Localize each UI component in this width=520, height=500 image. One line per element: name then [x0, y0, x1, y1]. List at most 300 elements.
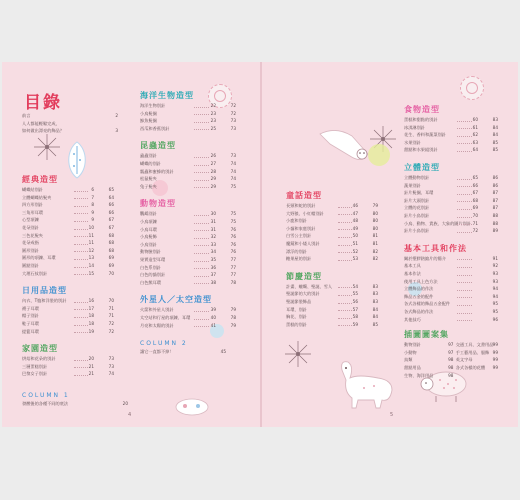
toc-row-label: 針片小鳥別針: [404, 228, 430, 234]
toc-page-number: 49: [352, 225, 358, 231]
toc-page-number: 56: [352, 299, 358, 304]
toc-row-label: 小鳥髮圈: [140, 110, 157, 116]
toc-row-label: 花生、香料和蔬菜別針: [404, 132, 446, 138]
toc-row-label: 白色的貓別針: [140, 272, 166, 278]
toc-row[interactable]: [404, 220, 498, 228]
toc-row[interactable]: [404, 341, 498, 349]
toc-row-label: 火箭和外星人別針: [140, 307, 174, 313]
toc-page-number: 75: [230, 183, 236, 189]
toc-page-number: 68: [108, 247, 114, 253]
toc-row[interactable]: [404, 316, 498, 324]
toc-row-label: 鯨魚髮圈: [140, 118, 157, 124]
toc-row[interactable]: [140, 241, 236, 249]
toc-row-label: 漂浮的別針: [286, 248, 307, 254]
toc-page-number: 21: [88, 363, 94, 369]
toc-row[interactable]: [404, 278, 498, 286]
toc-row[interactable]: [22, 201, 114, 209]
dot-decoration: [368, 144, 390, 166]
section-heading: 海洋生物造型: [140, 91, 194, 100]
toc-row[interactable]: [286, 217, 378, 225]
toc-row[interactable]: [404, 189, 498, 197]
toc-row[interactable]: [140, 256, 236, 264]
toc-row-label: 聖誕節裝飾品: [286, 299, 312, 304]
toc-row[interactable]: [22, 328, 114, 336]
toc-page-number: 27: [210, 161, 216, 166]
toc-row[interactable]: [140, 210, 236, 218]
toc-page-number: 66: [472, 182, 478, 188]
toc-row-label: 動物別針: [404, 342, 421, 348]
intro-list: [22, 112, 122, 135]
toc-row-label: 鞋子耳環: [22, 321, 39, 326]
toc-page-number: 84: [372, 314, 378, 320]
toc-row-label: 白雪公主別針: [286, 233, 312, 239]
toc-row-label: 飾品五金的配件: [404, 293, 434, 299]
toc-page-number: 98: [448, 357, 454, 363]
right-page: [262, 62, 518, 427]
toc-page-number: 93: [492, 278, 498, 284]
toc-row-label: 帽子別針: [22, 313, 39, 319]
section-heading: 食物造型: [404, 105, 440, 114]
section-heading: 基本工具和作法: [404, 243, 467, 253]
toc-page-number: 51: [352, 241, 358, 246]
toc-row-label: 甜點和水果組別針: [404, 147, 438, 153]
toc-page-number: 70: [108, 298, 114, 304]
toc-row[interactable]: [286, 240, 378, 248]
toc-row-label: 針片小鳥別針: [404, 213, 430, 218]
toc-row-label: 針片髮圈、耳環: [404, 190, 434, 196]
toc-row[interactable]: [404, 308, 498, 316]
toc-row[interactable]: [404, 197, 498, 205]
toc-page-number: 97: [448, 342, 454, 348]
toc-page-number: 17: [88, 305, 94, 311]
toc-row[interactable]: [404, 146, 498, 154]
toc-row-label: 魔鏡和小矮人別針: [286, 241, 320, 246]
toc-row[interactable]: [22, 239, 114, 247]
toc-row-label: 冰淇淋別針: [404, 124, 425, 130]
toc-row-label: 瓢蟲和蜜蜂的別針: [140, 168, 174, 174]
toc-row[interactable]: [286, 232, 378, 240]
toc-row-label: 交通工具、文書用品: [455, 342, 494, 348]
toc-row-label: 圓形別針: [22, 247, 39, 253]
toc-row[interactable]: [140, 264, 236, 272]
open-book-spread: [2, 62, 518, 427]
toc-row[interactable]: [286, 321, 378, 329]
toc-row[interactable]: [286, 255, 378, 263]
toc-page-number: 89: [492, 228, 498, 234]
toc-page-number: 58: [352, 314, 358, 320]
toc-page-number: 79: [230, 307, 236, 313]
toc-row[interactable]: [140, 226, 236, 234]
toc-page-number: 41: [210, 322, 216, 328]
toc-row[interactable]: [140, 183, 236, 191]
toc-row[interactable]: [404, 364, 498, 372]
toc-row-label: 小鳥髮飾: [140, 234, 157, 240]
toc-row[interactable]: [140, 125, 236, 133]
toc-row[interactable]: [22, 262, 114, 270]
toc-page-number: 75: [230, 211, 236, 217]
toc-row[interactable]: [140, 233, 236, 241]
leader-dots: [457, 267, 472, 268]
toc-page-number: 74: [108, 371, 114, 377]
toc-page-number: 76: [230, 249, 236, 255]
toc-row-label: 耳環、別針: [286, 306, 307, 312]
toc-row[interactable]: [140, 306, 236, 314]
toc-page-number: 95: [492, 301, 498, 307]
toc-row-label: 立體動物別針: [404, 175, 430, 180]
toc-row[interactable]: [404, 372, 498, 380]
toc-row[interactable]: [404, 300, 498, 308]
toc-page-number: 21: [88, 371, 94, 377]
column-row[interactable]: 發酸後的各種不同的底法 20: [22, 401, 128, 406]
toc-page-number: 48: [352, 218, 358, 224]
section-heading: 節慶造型: [286, 271, 322, 281]
toc-row-label: 內衣、T恤和洋裝的別針: [22, 298, 67, 304]
toc-row-label: 松鼠髮夾: [140, 176, 157, 182]
toc-row[interactable]: 人人都能輕鬆完成，: [22, 120, 60, 126]
toc-row[interactable]: [404, 285, 498, 293]
toc-row[interactable]: [404, 131, 498, 139]
toc-page-number: 6: [91, 187, 94, 192]
toc-row[interactable]: [286, 283, 378, 291]
page-title: 目錄: [24, 93, 62, 113]
toc-page-number: 78: [230, 315, 236, 320]
toc-page-number: 79: [230, 322, 236, 328]
toc-row[interactable]: [286, 313, 378, 321]
toc-page-number: 22: [210, 103, 216, 108]
toc-page-number: 64: [108, 194, 114, 200]
toc-row[interactable]: [22, 194, 114, 202]
toc-row[interactable]: [404, 349, 498, 357]
toc-row-label: 蛋糕的別針: [286, 321, 307, 327]
toc-page-number: 26: [210, 153, 216, 159]
toc-row[interactable]: [140, 102, 236, 110]
toc-row-label: 三色花髮夾: [22, 232, 43, 238]
toc-page-number: 33: [210, 241, 216, 247]
toc-page-number: 18: [88, 321, 94, 326]
toc-row[interactable]: [22, 320, 114, 328]
toc-row[interactable]: [22, 297, 114, 305]
toc-row[interactable]: [404, 124, 498, 132]
section-heading: 插圖圖案集: [404, 330, 449, 340]
toc-row-label: 小鹿和別針: [286, 218, 307, 224]
toc-page-number: 87: [492, 190, 498, 196]
toc-page-number: 61: [472, 124, 478, 130]
toc-page-number: 31: [210, 226, 216, 232]
toc-page-number: 37: [210, 272, 216, 278]
leader-dots: [457, 297, 472, 298]
toc-page-number: 31: [210, 219, 216, 224]
toc-row[interactable]: [404, 255, 498, 263]
toc-page-number: 81: [372, 241, 378, 246]
toc-row[interactable]: 前言 2: [22, 113, 118, 118]
toc-row[interactable]: [286, 306, 378, 314]
toc-row-label: 花朵別針: [22, 225, 39, 230]
toc-page-number: 9: [91, 209, 94, 215]
toc-row-label: 關於塑膠熱縮片的簡介: [404, 255, 446, 261]
toc-row-label: 圓形的項鍊、耳環: [22, 255, 56, 261]
section-heading: 日用品造型: [22, 286, 67, 296]
toc-page-number: 10: [88, 225, 94, 230]
section-heading: 家園造型: [22, 344, 58, 354]
toc-page-number: 71: [108, 305, 114, 311]
toc-page-number: 74: [230, 161, 236, 166]
toc-row-label: 生物、海洋用品: [404, 372, 434, 378]
toc-page-number: 82: [372, 256, 378, 262]
toc-page-number: 75: [230, 219, 236, 224]
toc-page-number: 85: [492, 147, 498, 153]
toc-row[interactable]: [140, 168, 236, 176]
toc-row[interactable]: 如何做出漂亮的飾品？ 3: [22, 128, 118, 134]
toc-page-number: 67: [108, 225, 114, 230]
toc-row-label: 小鳥、動物、貴族、大象的圖片別針: [404, 220, 472, 226]
toc-row[interactable]: [286, 290, 378, 298]
page-number: 5: [390, 412, 394, 418]
toc-page-number: 95: [492, 309, 498, 314]
toc-row[interactable]: [140, 322, 236, 330]
toc-page-number: 67: [472, 190, 478, 196]
toc-row-label: 西瓜和香蕉別針: [140, 125, 170, 131]
toc-row[interactable]: [22, 305, 114, 313]
toc-page-number: 99: [492, 357, 498, 363]
toc-row-label: 鸚鵡別針: [140, 211, 157, 217]
leader-dots: [457, 259, 472, 260]
toc-page-number: 83: [372, 283, 378, 289]
toc-page-number: 19: [88, 328, 94, 334]
toc-row[interactable]: [22, 186, 114, 194]
toc-row[interactable]: [140, 175, 236, 183]
toc-page-number: 9: [91, 217, 94, 223]
toc-page-number: 52: [352, 248, 358, 254]
toc-row[interactable]: [286, 248, 378, 256]
toc-row[interactable]: [404, 212, 498, 220]
toc-row-label: 大野狼、小紅帽別針: [286, 210, 324, 216]
toc-page-number: 83: [372, 291, 378, 297]
toc-page-number: 93: [492, 271, 498, 276]
toc-page-number: 87: [492, 197, 498, 203]
toc-row-label: 果實造型耳環: [140, 257, 166, 262]
toc-row[interactable]: [22, 232, 114, 240]
toc-page-number: 80: [372, 218, 378, 224]
toc-row[interactable]: [404, 356, 498, 364]
toc-page-number: 83: [372, 299, 378, 304]
toc-page-number: 11: [88, 232, 94, 238]
section-heading: 昆蟲造型: [140, 141, 176, 151]
toc-row[interactable]: [22, 363, 114, 371]
toc-page-number: 86: [492, 182, 498, 188]
toc-row[interactable]: [22, 312, 114, 320]
toc-row[interactable]: [140, 248, 236, 256]
toc-page-number: 79: [372, 203, 378, 208]
toc-page-number: 73: [108, 356, 114, 362]
toc-row[interactable]: [404, 270, 498, 278]
toc-page-number: 12: [88, 247, 94, 253]
toc-row-label: 立體飾品的作法: [404, 286, 434, 292]
toc-row[interactable]: [22, 370, 114, 378]
toc-row[interactable]: [22, 209, 114, 217]
toc-page-number: 70: [108, 270, 114, 276]
toc-page-number: 77: [230, 272, 236, 278]
toc-page-number: 99: [492, 365, 498, 370]
leader-dots: [457, 305, 472, 306]
column-row[interactable]: 讓它一直都不掉！ 45: [140, 349, 226, 354]
toc-page-number: 38: [210, 279, 216, 285]
toc-page-number: 99: [492, 342, 498, 348]
toc-page-number: 94: [492, 286, 498, 292]
toc-row-label: 甜點用品: [404, 365, 421, 370]
toc-page-number: 23: [210, 110, 216, 116]
toc-row[interactable]: [404, 116, 498, 124]
section-heading: 童話造型: [286, 191, 322, 200]
toc-page-number: 87: [492, 205, 498, 211]
toc-page-number: 23: [210, 118, 216, 124]
toc-page-number: 76: [230, 234, 236, 240]
toc-page-number: 84: [492, 132, 498, 138]
toc-row-label: 使用工具上色方法: [404, 278, 438, 284]
left-page: [2, 62, 260, 427]
toc-page-number: 68: [108, 232, 114, 238]
toc-row[interactable]: [22, 254, 114, 262]
toc-page-number: 69: [472, 205, 478, 211]
toc-row-label: 小鳥別針: [140, 241, 157, 247]
toc-row[interactable]: [140, 271, 236, 279]
toc-row[interactable]: [140, 314, 236, 322]
toc-page-number: 74: [230, 176, 236, 182]
toc-page-number: 80: [372, 210, 378, 216]
toc-page-number: 88: [492, 213, 498, 218]
toc-row[interactable]: [404, 227, 498, 235]
toc-row-label: 各式飾品的作法: [404, 309, 434, 314]
toc-row[interactable]: [22, 247, 114, 255]
toc-row-label: 針片大頭別針: [404, 197, 430, 203]
toc-row-label: 立體的花別針: [404, 205, 430, 211]
toc-page-number: 14: [88, 263, 94, 268]
toc-row[interactable]: [286, 298, 378, 306]
toc-page-number: 73: [108, 363, 114, 369]
toc-page-number: 72: [230, 110, 236, 116]
starburst-decoration-icon: [32, 132, 62, 162]
toc-row[interactable]: [140, 117, 236, 125]
toc-row[interactable]: [286, 202, 378, 210]
toc-row-label: 太空站和行星的項鍊、耳環: [140, 315, 191, 320]
toc-row-label: 鳥類: [404, 357, 413, 363]
toc-row[interactable]: [22, 270, 114, 278]
toc-row-label: 胸花、別針: [286, 314, 307, 320]
toc-page-number: 84: [492, 124, 498, 130]
toc-row[interactable]: [404, 182, 498, 190]
toc-page-number: 15: [88, 270, 94, 276]
toc-row-label: 水果別針: [404, 139, 421, 145]
toc-page-number: 59: [352, 321, 358, 327]
toc-row[interactable]: [140, 110, 236, 118]
toc-row[interactable]: [140, 160, 236, 168]
toc-page-number: 68: [108, 240, 114, 246]
column-tag: COLUMN 2: [140, 340, 188, 347]
toc-row[interactable]: [404, 174, 498, 182]
toc-page-number: 40: [210, 315, 216, 320]
toc-page-number: 70: [472, 213, 478, 218]
toc-row-label: 三層蛋糕別針: [22, 363, 48, 369]
toc-page-number: 77: [230, 257, 236, 262]
toc-page-number: 72: [108, 328, 114, 334]
toc-page-number: 35: [210, 257, 216, 262]
toc-page-number: 73: [230, 153, 236, 159]
toc-row[interactable]: [22, 355, 114, 363]
toc-row-label: 小貓和家庭別針: [286, 225, 316, 231]
toc-row-label: 蟲蟲別針: [140, 153, 157, 159]
toc-page-number: 96: [492, 316, 498, 322]
starburst-decoration-icon: [284, 340, 312, 368]
toc-row[interactable]: [404, 293, 498, 301]
column-tag: COLUMN 1: [22, 392, 70, 399]
toc-page-number: 29: [210, 176, 216, 182]
toc-page-number: 25: [210, 125, 216, 131]
toc-page-number: 53: [352, 256, 358, 262]
leader-dots: [457, 290, 472, 291]
toc-page-number: 99: [492, 349, 498, 355]
toc-page-number: 76: [230, 226, 236, 232]
toc-row-label: 襪子耳環: [22, 305, 39, 311]
toc-page-number: 39: [210, 307, 216, 313]
toc-row-label: 動物臉別針: [140, 249, 161, 255]
toc-row-label: 四方形別針: [22, 202, 43, 208]
toc-page-number: 36: [210, 264, 216, 270]
toc-page-number: 71: [108, 313, 114, 319]
toc-row-label: 其他技巧: [404, 316, 421, 322]
toc-row[interactable]: [140, 279, 236, 287]
section-heading: 外星人／太空造型: [140, 295, 212, 305]
toc-row-label: 兔子髮夾: [140, 183, 157, 189]
toc-row[interactable]: [286, 210, 378, 218]
toc-row-label: 大理石紋別針: [22, 270, 48, 276]
toc-page-number: 47: [352, 210, 358, 216]
toc-page-number: 69: [108, 263, 114, 268]
toc-row[interactable]: [140, 152, 236, 160]
toc-row[interactable]: [404, 139, 498, 147]
toc-page-number: 65: [472, 175, 478, 180]
toc-page-number: 8: [91, 202, 94, 208]
toc-page-number: 69: [108, 255, 114, 261]
toc-page-number: 67: [108, 217, 114, 223]
toc-page-number: 29: [210, 183, 216, 189]
toc-page-number: 7: [91, 194, 94, 200]
toc-page-number: 11: [88, 240, 94, 246]
toc-row-label: 基本工具: [404, 263, 421, 269]
toc-page-number: 83: [492, 117, 498, 122]
toc-row-label: 圓點別針: [22, 263, 39, 268]
toc-page-number: 54: [352, 283, 358, 289]
rocket-decoration-icon: [172, 394, 212, 420]
toc-page-number: 72: [108, 321, 114, 326]
page-number: 4: [128, 412, 132, 418]
toc-row[interactable]: [404, 204, 498, 212]
toc-page-number: 64: [472, 147, 478, 153]
toc-row[interactable]: [22, 224, 114, 232]
toc-page-number: 85: [492, 139, 498, 145]
leader-dots: [457, 313, 472, 314]
toc-row-label: 長頸和蛇的別針: [286, 203, 316, 208]
toc-page-number: 84: [372, 306, 378, 312]
toc-page-number: 63: [472, 139, 478, 145]
toc-page-number: 55: [352, 291, 358, 297]
toc-page-number: 32: [210, 234, 216, 240]
toc-page-number: 77: [230, 264, 236, 270]
toc-row[interactable]: [22, 216, 114, 224]
toc-row-label: 小動物: [404, 349, 417, 355]
toc-row-label: 各式各樣的花體: [455, 365, 486, 370]
toc-row[interactable]: [286, 225, 378, 233]
toc-row[interactable]: [140, 218, 236, 226]
toc-row[interactable]: [404, 262, 498, 270]
